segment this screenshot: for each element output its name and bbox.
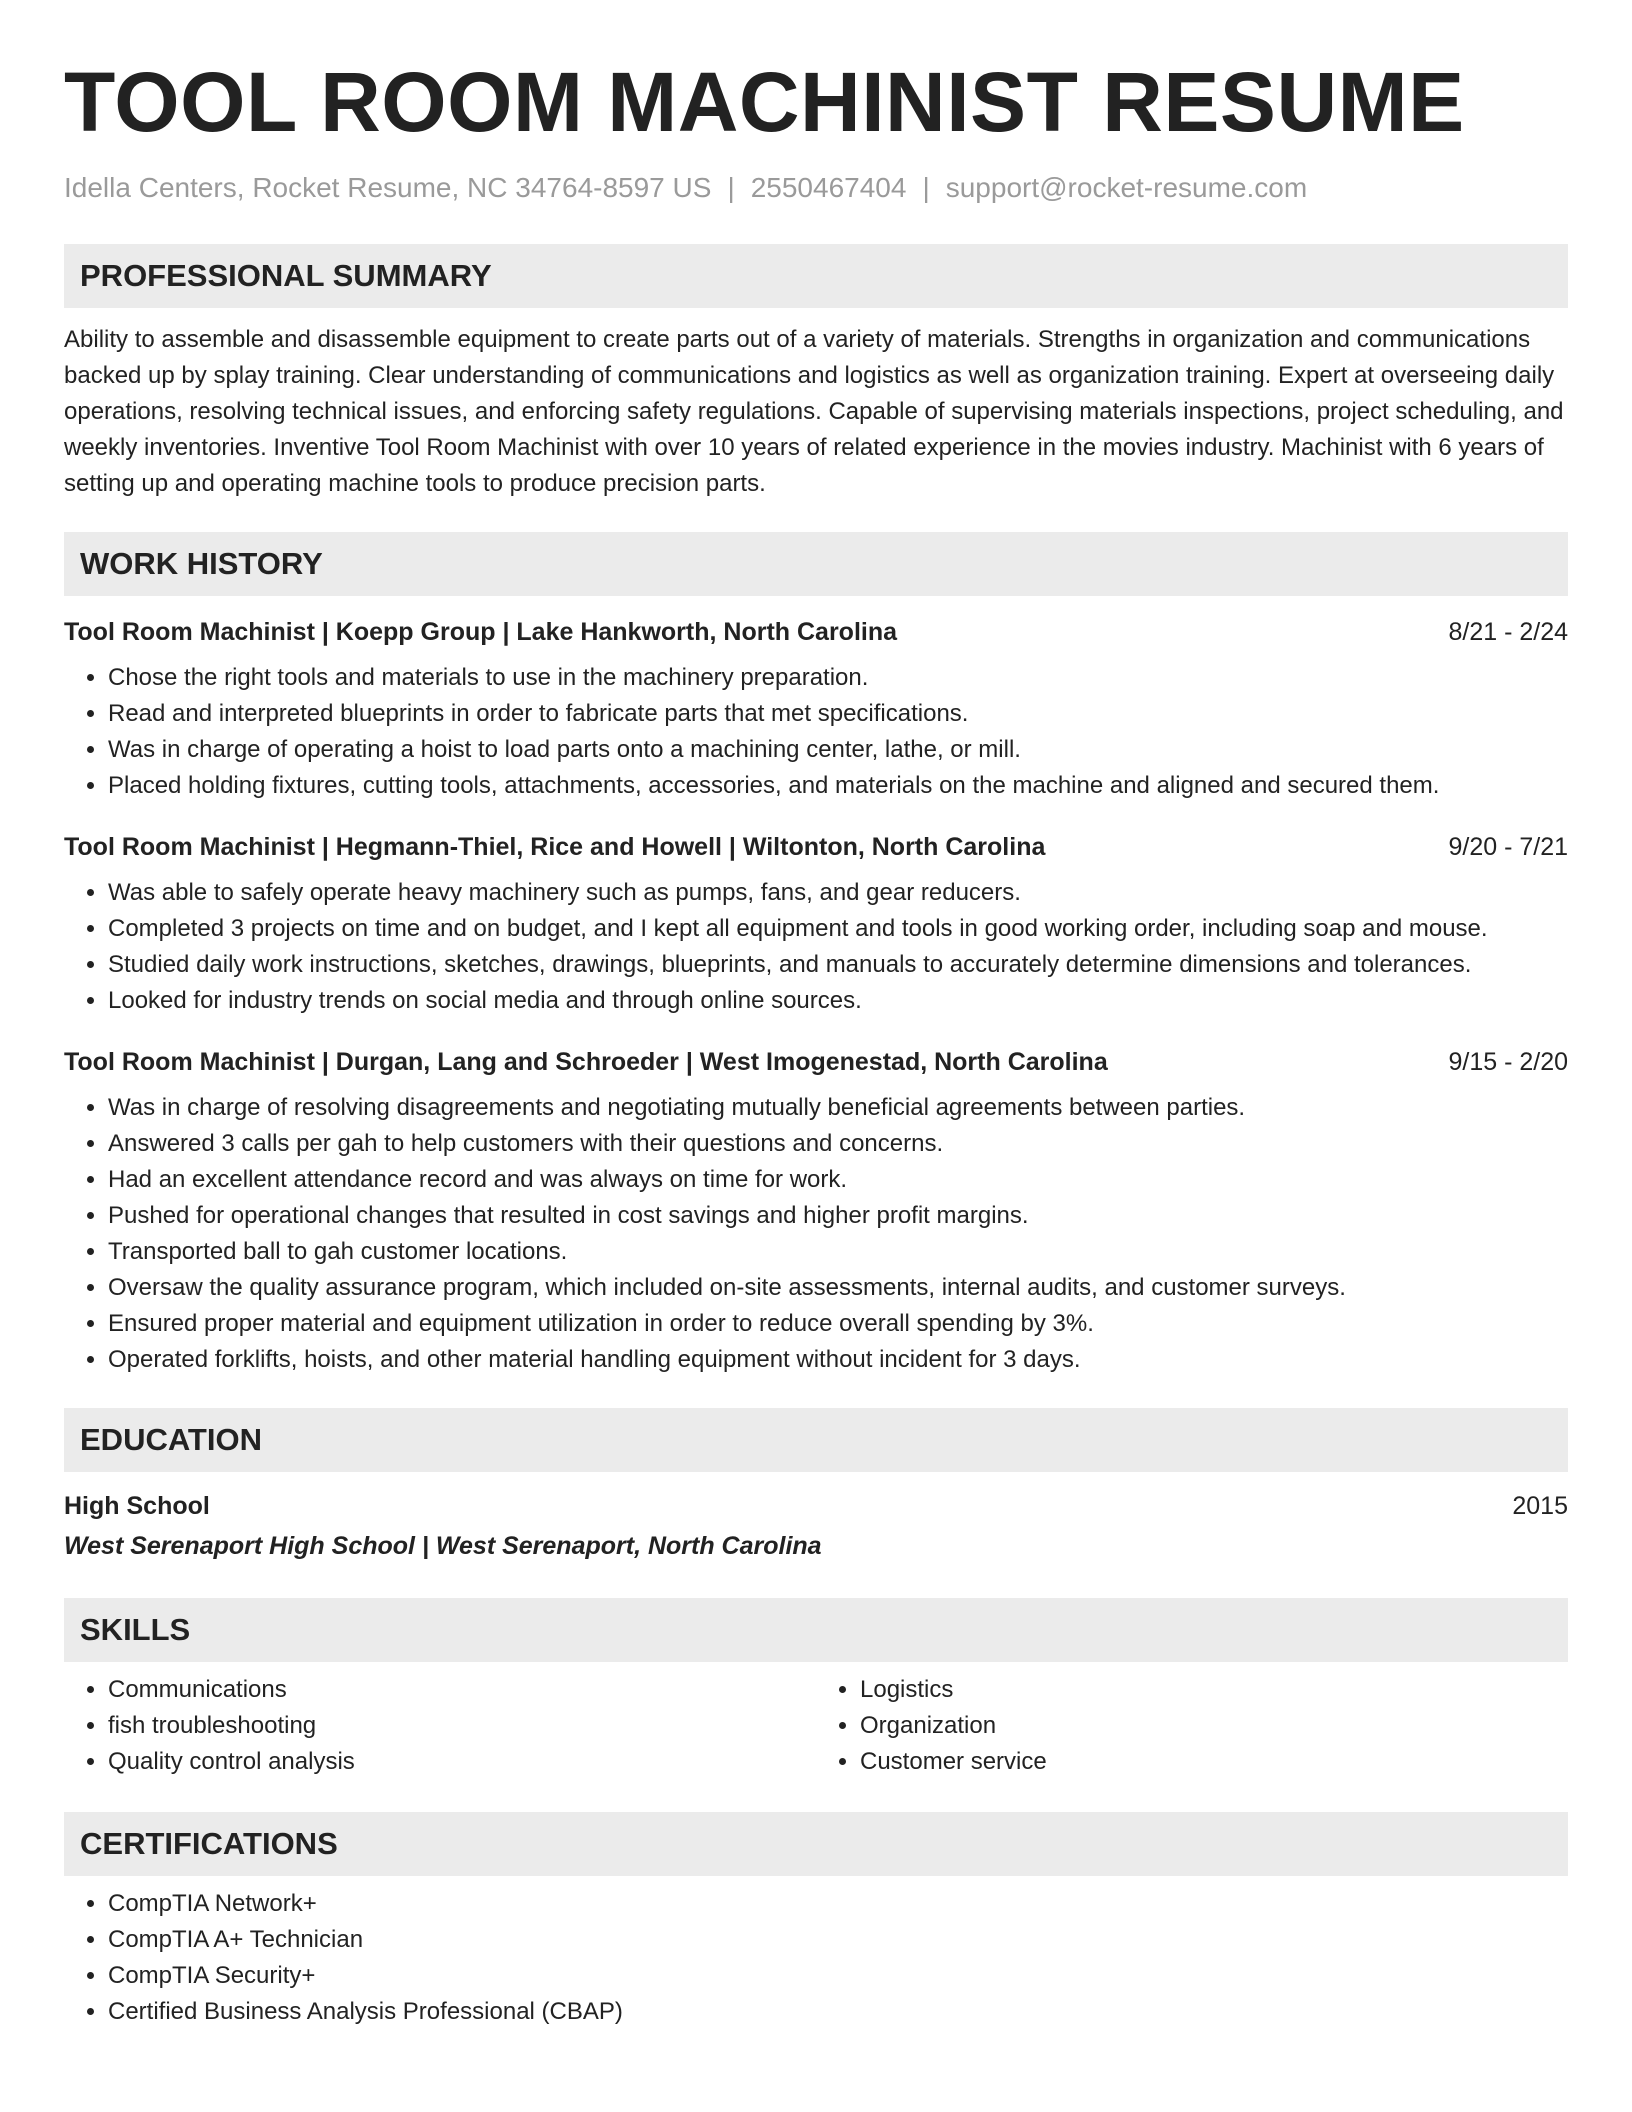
job-entry: [64, 614, 1568, 804]
job-bullets: [64, 875, 1568, 1019]
job-title: Tool Room Machinist | Durgan, Lang and Schroeder | West Imogenestad, North Carolina: [64, 1048, 1108, 1076]
list-item: • Oversaw the quality assurance program, which included on-site assessments, internal audits, and customer surveys.: [108, 1270, 1568, 1306]
job-title: Tool Room Machinist | Hegmann-Thiel, Rice and Howell | Wiltonton, North Carolina: [64, 833, 1046, 861]
work-history-heading: WORK HISTORY: [64, 532, 1568, 596]
list-item: • Organization: [860, 1708, 1568, 1744]
list-item: • Communications: [108, 1672, 816, 1708]
education-year: 2015: [1512, 1492, 1568, 1520]
skills-list-right: [816, 1672, 1568, 1780]
list-item: • Logistics: [860, 1672, 1568, 1708]
list-item: • Placed holding fixtures, cutting tools, attachments, accessories, and materials on the machine and aligned and secured them.: [108, 768, 1568, 804]
summary-heading: PROFESSIONAL SUMMARY: [64, 244, 1568, 308]
list-item: • Was in charge of operating a hoist to load parts onto a machining center, lathe, or mill.: [108, 732, 1568, 768]
resume-title: TOOL ROOM MACHINIST RESUME: [64, 55, 1465, 149]
job-bullets: [64, 1090, 1568, 1378]
list-item: • Studied daily work instructions, sketches, drawings, blueprints, and manuals to accurately determine dimensions and tolerances.: [108, 947, 1568, 983]
list-item: • Read and interpreted blueprints in order to fabricate parts that met specifications.: [108, 696, 1568, 732]
education-heading: EDUCATION: [64, 1408, 1568, 1472]
list-item: • Completed 3 projects on time and on budget, and I kept all equipment and tools in good working order, including soap and mouse.: [108, 911, 1568, 947]
list-item: • Customer service: [860, 1744, 1568, 1780]
contact-separator: |: [727, 172, 735, 203]
job-header: [64, 614, 1568, 650]
summary-text: Ability to assemble and disassemble equipment to create parts out of a variety of materials. Strengths in organization and communications backed up by splay training. Clear understanding of communications and logistics as well as organization training. Expert at overseeing daily operations, resolving technical issues, and enforcing safety regulations. Capable of supervising materials inspections, project scheduling, and weekly inventories. Inventive Tool Room Machinist with over 10 years of related experience in the movies industry. Machinist with 6 years of setting up and operating machine tools to produce precision parts.: [64, 326, 1564, 497]
education-degree: High School: [64, 1492, 210, 1520]
job-title: Tool Room Machinist | Koepp Group | Lake Hankworth, North Carolina: [64, 618, 898, 646]
contact-separator: |: [922, 172, 930, 203]
list-item: • Transported ball to gah customer locations.: [108, 1234, 1568, 1270]
skills-columns: [64, 1662, 1568, 1780]
list-item: • CompTIA A+ Technician: [108, 1922, 1568, 1958]
list-item: • Was able to safely operate heavy machinery such as pumps, fans, and gear reducers.: [108, 875, 1568, 911]
contact-line: [64, 170, 1568, 206]
list-item: • Quality control analysis: [108, 1744, 816, 1780]
education-header: [64, 1488, 1568, 1524]
list-item: • fish troubleshooting: [108, 1708, 816, 1744]
list-item: • Had an excellent attendance record and was always on time for work.: [108, 1162, 1568, 1198]
list-item: • Answered 3 calls per gah to help customers with their questions and concerns.: [108, 1126, 1568, 1162]
skills-list-left: [64, 1672, 816, 1780]
list-item: • Certified Business Analysis Professional (CBAP): [108, 1994, 1568, 2030]
list-item: • Was in charge of resolving disagreements and negotiating mutually beneficial agreements between parties.: [108, 1090, 1568, 1126]
job-entry: [64, 829, 1568, 1019]
list-item: • Looked for industry trends on social media and through online sources.: [108, 983, 1568, 1019]
job-header: [64, 1044, 1568, 1080]
education-entry: [64, 1488, 1568, 1564]
job-header: [64, 829, 1568, 865]
job-dates: 8/21 - 2/24: [1448, 618, 1568, 646]
list-item: • Ensured proper material and equipment utilization in order to reduce overall spending by 3%.: [108, 1306, 1568, 1342]
list-item: • Chose the right tools and materials to use in the machinery preparation.: [108, 660, 1568, 696]
job-bullets: [64, 660, 1568, 804]
contact-address: Idella Centers, Rocket Resume, NC 34764-8597 US: [64, 172, 712, 203]
certifications-heading: CERTIFICATIONS: [64, 1812, 1568, 1876]
list-item: • CompTIA Network+: [108, 1886, 1568, 1922]
list-item: • CompTIA Security+: [108, 1958, 1568, 1994]
job-entry: [64, 1044, 1568, 1378]
list-item: • Operated forklifts, hoists, and other material handling equipment without incident for 3 days.: [108, 1342, 1568, 1378]
job-dates: 9/15 - 2/20: [1448, 1048, 1568, 1076]
list-item: • Pushed for operational changes that resulted in cost savings and higher profit margins.: [108, 1198, 1568, 1234]
education-school: West Serenaport High School | West Serenaport, North Carolina: [64, 1532, 822, 1560]
certifications-list: [64, 1886, 1568, 2030]
contact-phone: 2550467404: [750, 172, 907, 203]
skills-heading: SKILLS: [64, 1598, 1568, 1662]
job-dates: 9/20 - 7/21: [1448, 833, 1568, 861]
contact-email: support@rocket-resume.com: [945, 172, 1308, 203]
